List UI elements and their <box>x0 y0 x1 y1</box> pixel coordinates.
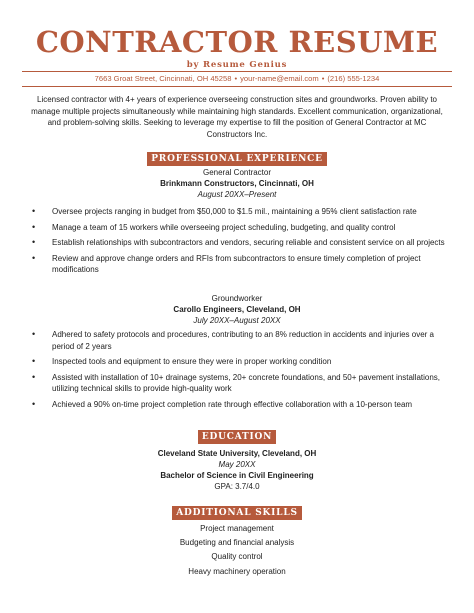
list-item: • Inspected tools and equipment to ensure they were in proper working condition <box>30 356 448 368</box>
list-item: Project management <box>200 524 274 533</box>
section-heading-label: PROFESSIONAL EXPERIENCE <box>147 152 327 166</box>
section-heading-label: ADDITIONAL SKILLS <box>172 506 302 520</box>
section-heading-education <box>0 426 474 444</box>
job-company: Brinkmann Constructors, Cincinnati, OH <box>160 179 314 188</box>
list-item: • Achieved a 90% on-time project completion rate through effective collaboration with a 10-person team <box>30 399 448 411</box>
section-heading-label: EDUCATION <box>198 430 276 444</box>
list-item: Heavy machinery operation <box>188 566 286 576</box>
education-gpa: GPA: 3.7/4.0 <box>214 482 260 491</box>
education-entry <box>0 448 474 492</box>
contact-phone[interactable]: (216) 555-1234 <box>327 74 380 83</box>
contact-email[interactable]: your-name@email.com <box>240 74 319 83</box>
education-school: Cleveland State University, Cleveland, OH <box>157 449 317 458</box>
list-item: Quality control <box>211 552 263 562</box>
contact-separator: • <box>321 74 325 83</box>
section-heading-skills <box>0 502 474 520</box>
contact-address: 7663 Groat Street, Cincinnati, OH 45258 <box>94 74 232 83</box>
contact-separator: • <box>234 74 238 83</box>
job-bullet-list <box>30 329 448 414</box>
skills-list <box>0 522 474 579</box>
job-company: Carollo Engineers, Cleveland, OH <box>173 305 301 314</box>
list-item: Budgeting and financial analysis <box>179 538 295 548</box>
header-rule-bottom <box>22 86 452 87</box>
job-header <box>0 293 474 326</box>
job-title: Groundworker <box>211 294 263 303</box>
education-date: May 20XX <box>218 460 256 469</box>
list-item: • Manage a team of 15 workers while overseeing project scheduling, budgeting, and quality control <box>30 222 448 234</box>
contact-line <box>0 74 474 83</box>
job-bullet-list <box>30 206 448 280</box>
job-header <box>0 167 474 200</box>
header-rule-top <box>22 71 452 72</box>
resume-title: CONTRACTOR RESUME <box>35 25 439 59</box>
job-dates: August 20XX–Present <box>197 190 277 199</box>
job-title: General Contractor <box>202 168 272 177</box>
list-item: • Oversee projects ranging in budget from $50,000 to $1.5 mil., maintaining a 95% client satisfaction rate <box>30 206 448 218</box>
education-degree: Bachelor of Science in Civil Engineering <box>160 471 314 480</box>
list-item: • Establish relationships with subcontractors and vendors, securing reliable and consistent service on all projects <box>30 237 448 249</box>
byline: by Resume Genius <box>186 60 288 70</box>
summary-paragraph: Licensed contractor with 4+ years of experience overseeing construction sites and groundworks. Proven ability to manage multiple projects simultaneously while maintaining high standards. Excellent communication, organizational, and problem-solving skills. Seeking to leverage my expertise to fill the position of General Contractor at MC Constructors Inc. <box>31 95 443 139</box>
list-item: • Assisted with installation of 10+ drainage systems, 20+ concrete foundations, and 50+ pavement installations, utilizing technical skills to provide high-quality work <box>30 372 448 395</box>
job-dates: July 20XX–August 20XX <box>193 316 281 325</box>
list-item: • Review and approve change orders and RFIs from subcontractors to ensure timely completion of project modifications <box>30 253 448 276</box>
section-heading-experience <box>0 148 474 166</box>
list-item: • Adhered to safety protocols and procedures, contributing to an 8% reduction in accidents and injuries over a period of 2 years <box>30 329 448 352</box>
